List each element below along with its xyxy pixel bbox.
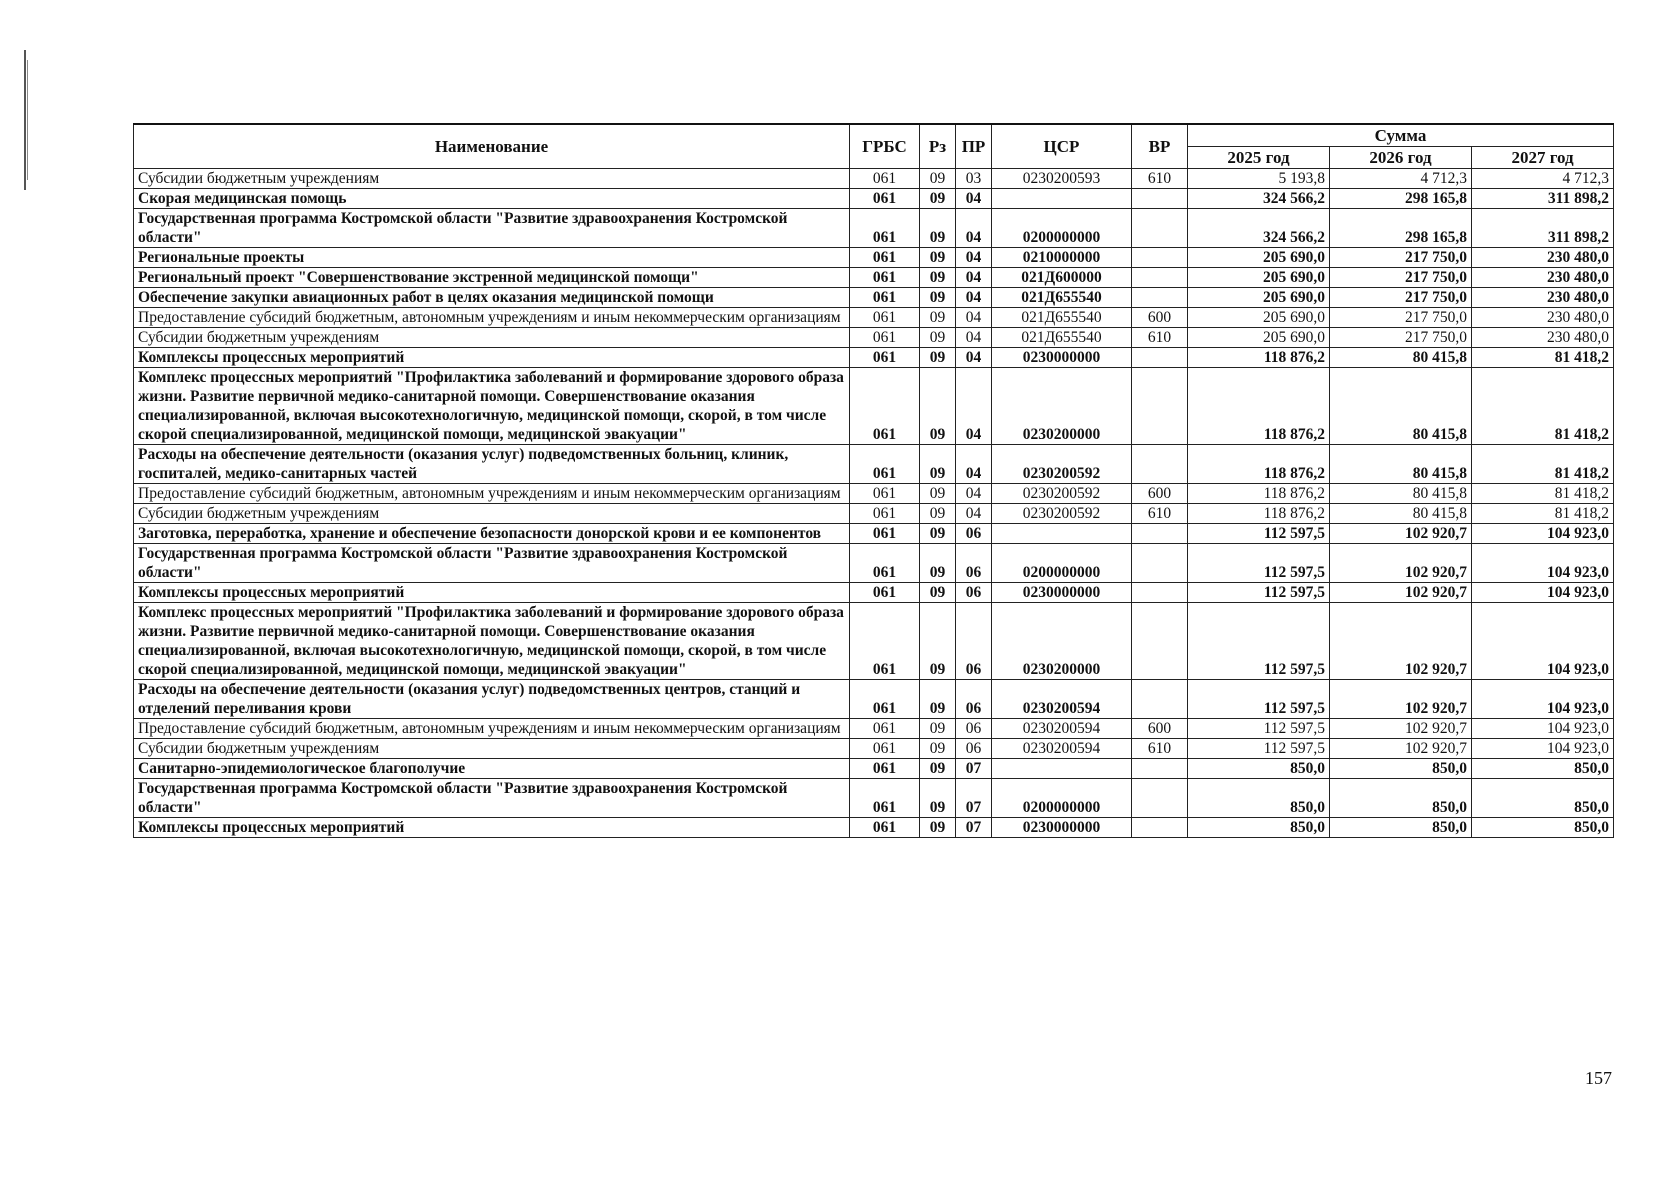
row-sum-2026: 298 165,8: [1330, 209, 1472, 248]
row-grbs: 061: [850, 248, 920, 268]
row-grbs: 061: [850, 739, 920, 759]
row-name: Государственная программа Костромской области "Развитие здравоохранения Костромской области": [134, 544, 850, 583]
row-pr: 04: [956, 308, 992, 328]
row-sum-2026: 102 920,7: [1330, 583, 1472, 603]
row-name: Государственная программа Костромской области "Развитие здравоохранения Костромской области": [134, 779, 850, 818]
row-rz: 09: [920, 680, 956, 719]
row-grbs: 061: [850, 504, 920, 524]
row-pr: 06: [956, 583, 992, 603]
row-rz: 09: [920, 169, 956, 189]
row-grbs: 061: [850, 603, 920, 680]
row-csr: [992, 189, 1132, 209]
row-grbs: 061: [850, 348, 920, 368]
row-vr: [1132, 544, 1188, 583]
table-row: [134, 288, 1614, 308]
row-sum-2027: 4 712,3: [1472, 169, 1614, 189]
table-row: [134, 445, 1614, 484]
row-sum-2025: 118 876,2: [1188, 484, 1330, 504]
row-vr: [1132, 759, 1188, 779]
row-vr: [1132, 818, 1188, 838]
row-name: Комплексы процессных мероприятий: [134, 348, 850, 368]
row-rz: 09: [920, 484, 956, 504]
row-sum-2027: 850,0: [1472, 779, 1614, 818]
row-sum-2026: 217 750,0: [1330, 328, 1472, 348]
row-sum-2025: 118 876,2: [1188, 368, 1330, 445]
row-grbs: 061: [850, 288, 920, 308]
row-name: Субсидии бюджетным учреждениям: [134, 328, 850, 348]
row-rz: 09: [920, 288, 956, 308]
row-sum-2026: 4 712,3: [1330, 169, 1472, 189]
row-pr: 04: [956, 484, 992, 504]
row-pr: 06: [956, 719, 992, 739]
row-grbs: 061: [850, 328, 920, 348]
row-rz: 09: [920, 504, 956, 524]
row-csr: 0230200000: [992, 368, 1132, 445]
row-grbs: 061: [850, 445, 920, 484]
row-vr: 610: [1132, 739, 1188, 759]
row-sum-2025: 112 597,5: [1188, 739, 1330, 759]
row-vr: [1132, 680, 1188, 719]
table-row: [134, 209, 1614, 248]
row-name: Расходы на обеспечение деятельности (оказания услуг) подведомственных больниц, клиник, госпиталей, медико-санитарных частей: [134, 445, 850, 484]
row-rz: 09: [920, 209, 956, 248]
row-pr: 03: [956, 169, 992, 189]
row-csr: 0230000000: [992, 348, 1132, 368]
row-vr: 610: [1132, 169, 1188, 189]
row-grbs: 061: [850, 779, 920, 818]
row-rz: 09: [920, 759, 956, 779]
row-sum-2026: 298 165,8: [1330, 189, 1472, 209]
row-vr: [1132, 348, 1188, 368]
row-sum-2026: 80 415,8: [1330, 368, 1472, 445]
row-pr: 04: [956, 368, 992, 445]
row-rz: 09: [920, 328, 956, 348]
row-sum-2025: 112 597,5: [1188, 524, 1330, 544]
row-sum-2025: 850,0: [1188, 759, 1330, 779]
row-grbs: 061: [850, 544, 920, 583]
table-row: [134, 818, 1614, 838]
row-grbs: 061: [850, 759, 920, 779]
row-name: Расходы на обеспечение деятельности (оказания услуг) подведомственных центров, станций и отделений переливания крови: [134, 680, 850, 719]
row-name: Комплексы процессных мероприятий: [134, 818, 850, 838]
row-pr: 07: [956, 779, 992, 818]
row-rz: 09: [920, 719, 956, 739]
row-csr: 0210000000: [992, 248, 1132, 268]
row-grbs: 061: [850, 680, 920, 719]
header-rz: Рз: [920, 124, 956, 169]
row-rz: 09: [920, 603, 956, 680]
table-row: [134, 248, 1614, 268]
row-sum-2026: 102 920,7: [1330, 680, 1472, 719]
row-pr: 04: [956, 348, 992, 368]
row-csr: 0200000000: [992, 544, 1132, 583]
row-sum-2025: 112 597,5: [1188, 680, 1330, 719]
row-vr: 610: [1132, 504, 1188, 524]
row-rz: 09: [920, 445, 956, 484]
row-pr: 07: [956, 818, 992, 838]
row-sum-2026: 217 750,0: [1330, 288, 1472, 308]
row-vr: [1132, 603, 1188, 680]
row-sum-2026: 102 920,7: [1330, 544, 1472, 583]
table-row: [134, 268, 1614, 288]
row-sum-2027: 230 480,0: [1472, 308, 1614, 328]
row-sum-2027: 230 480,0: [1472, 288, 1614, 308]
row-sum-2026: 80 415,8: [1330, 445, 1472, 484]
row-sum-2025: 112 597,5: [1188, 603, 1330, 680]
row-csr: 0230200592: [992, 484, 1132, 504]
header-csr: ЦСР: [992, 124, 1132, 169]
table-row: [134, 189, 1614, 209]
row-sum-2027: 104 923,0: [1472, 680, 1614, 719]
row-pr: 04: [956, 288, 992, 308]
row-grbs: 061: [850, 209, 920, 248]
row-rz: 09: [920, 248, 956, 268]
row-name: Санитарно-эпидемиологическое благополучие: [134, 759, 850, 779]
row-sum-2026: 102 920,7: [1330, 603, 1472, 680]
row-csr: 0230200594: [992, 719, 1132, 739]
row-sum-2027: 850,0: [1472, 759, 1614, 779]
table-row: [134, 680, 1614, 719]
row-csr: 021Д600000: [992, 268, 1132, 288]
row-sum-2025: 112 597,5: [1188, 583, 1330, 603]
row-sum-2027: 81 418,2: [1472, 504, 1614, 524]
row-rz: 09: [920, 308, 956, 328]
table-row: [134, 719, 1614, 739]
budget-table: [133, 123, 1614, 838]
row-vr: [1132, 189, 1188, 209]
row-sum-2026: 217 750,0: [1330, 308, 1472, 328]
table-row: [134, 739, 1614, 759]
table-row: [134, 524, 1614, 544]
row-sum-2026: 102 920,7: [1330, 524, 1472, 544]
row-vr: [1132, 209, 1188, 248]
row-name: Субсидии бюджетным учреждениям: [134, 169, 850, 189]
row-csr: 0230000000: [992, 583, 1132, 603]
row-sum-2025: 205 690,0: [1188, 288, 1330, 308]
row-sum-2025: 112 597,5: [1188, 544, 1330, 583]
row-sum-2027: 81 418,2: [1472, 368, 1614, 445]
row-name: Предоставление субсидий бюджетным, автономным учреждениям и иным некоммерческим организациям: [134, 484, 850, 504]
row-name: Предоставление субсидий бюджетным, автономным учреждениям и иным некоммерческим организациям: [134, 308, 850, 328]
row-sum-2027: 230 480,0: [1472, 328, 1614, 348]
row-csr: 0230200594: [992, 680, 1132, 719]
table-body: [134, 169, 1614, 838]
row-csr: [992, 759, 1132, 779]
row-sum-2025: 205 690,0: [1188, 248, 1330, 268]
row-vr: 600: [1132, 484, 1188, 504]
row-rz: 09: [920, 544, 956, 583]
row-name: Региональные проекты: [134, 248, 850, 268]
row-vr: [1132, 268, 1188, 288]
row-name: Заготовка, переработка, хранение и обеспечение безопасности донорской крови и ее компонентов: [134, 524, 850, 544]
row-sum-2026: 850,0: [1330, 818, 1472, 838]
row-sum-2027: 104 923,0: [1472, 719, 1614, 739]
row-sum-2025: 850,0: [1188, 779, 1330, 818]
row-sum-2027: 104 923,0: [1472, 603, 1614, 680]
row-csr: 021Д655540: [992, 328, 1132, 348]
header-pr: ПР: [956, 124, 992, 169]
margin-mark: [27, 60, 28, 180]
row-sum-2027: 104 923,0: [1472, 524, 1614, 544]
row-csr: [992, 524, 1132, 544]
row-name: Субсидии бюджетным учреждениям: [134, 504, 850, 524]
row-rz: 09: [920, 348, 956, 368]
table-row: [134, 544, 1614, 583]
row-vr: [1132, 445, 1188, 484]
header-year-2026: 2026 год: [1330, 147, 1472, 169]
row-grbs: 061: [850, 308, 920, 328]
row-rz: 09: [920, 368, 956, 445]
row-csr: 0230200592: [992, 445, 1132, 484]
table-row: [134, 328, 1614, 348]
table-row: [134, 484, 1614, 504]
row-pr: 04: [956, 209, 992, 248]
row-pr: 04: [956, 328, 992, 348]
row-sum-2026: 102 920,7: [1330, 739, 1472, 759]
row-sum-2025: 112 597,5: [1188, 719, 1330, 739]
row-csr: 0230200592: [992, 504, 1132, 524]
table-row: [134, 759, 1614, 779]
row-csr: 021Д655540: [992, 308, 1132, 328]
row-sum-2027: 850,0: [1472, 818, 1614, 838]
row-sum-2026: 217 750,0: [1330, 248, 1472, 268]
row-sum-2025: 205 690,0: [1188, 308, 1330, 328]
row-pr: 07: [956, 759, 992, 779]
row-sum-2026: 102 920,7: [1330, 719, 1472, 739]
row-vr: [1132, 524, 1188, 544]
row-sum-2026: 80 415,8: [1330, 348, 1472, 368]
row-grbs: 061: [850, 268, 920, 288]
table-row: [134, 308, 1614, 328]
row-name: Комплекс процессных мероприятий "Профилактика заболеваний и формирование здорового образа жизни. Развитие первичной медико-санитарной помощи. Совершенствование оказания специализированной, включая высокотехнологичную, медицинской помощи, скорой, в том числе скорой специализированной, медицинской помощи, медицинской эвакуации": [134, 368, 850, 445]
row-rz: 09: [920, 583, 956, 603]
row-pr: 04: [956, 445, 992, 484]
table-row: [134, 504, 1614, 524]
row-sum-2025: 324 566,2: [1188, 189, 1330, 209]
row-pr: 06: [956, 524, 992, 544]
row-grbs: 061: [850, 189, 920, 209]
row-vr: [1132, 779, 1188, 818]
row-pr: 04: [956, 268, 992, 288]
row-sum-2027: 311 898,2: [1472, 189, 1614, 209]
row-sum-2025: 324 566,2: [1188, 209, 1330, 248]
row-grbs: 061: [850, 719, 920, 739]
row-vr: 600: [1132, 308, 1188, 328]
row-pr: 04: [956, 248, 992, 268]
row-sum-2027: 81 418,2: [1472, 484, 1614, 504]
row-rz: 09: [920, 818, 956, 838]
row-sum-2027: 81 418,2: [1472, 445, 1614, 484]
row-pr: 06: [956, 680, 992, 719]
row-rz: 09: [920, 779, 956, 818]
header-year-2027: 2027 год: [1472, 147, 1614, 169]
row-name: Субсидии бюджетным учреждениям: [134, 739, 850, 759]
row-sum-2026: 850,0: [1330, 759, 1472, 779]
row-grbs: 061: [850, 484, 920, 504]
row-sum-2027: 104 923,0: [1472, 583, 1614, 603]
row-sum-2025: 118 876,2: [1188, 504, 1330, 524]
row-sum-2027: 230 480,0: [1472, 248, 1614, 268]
row-pr: 04: [956, 504, 992, 524]
row-sum-2025: 205 690,0: [1188, 268, 1330, 288]
row-vr: [1132, 583, 1188, 603]
row-vr: [1132, 288, 1188, 308]
row-csr: 0230200594: [992, 739, 1132, 759]
row-sum-2027: 230 480,0: [1472, 268, 1614, 288]
row-sum-2025: 850,0: [1188, 818, 1330, 838]
row-vr: [1132, 368, 1188, 445]
row-grbs: 061: [850, 583, 920, 603]
table-row: [134, 348, 1614, 368]
row-csr: 0230200593: [992, 169, 1132, 189]
row-pr: 06: [956, 544, 992, 583]
row-sum-2027: 104 923,0: [1472, 544, 1614, 583]
row-name: Комплекс процессных мероприятий "Профилактика заболеваний и формирование здорового образа жизни. Развитие первичной медико-санитарной помощи. Совершенствование оказания специализированной, включая высокотехнологичную, медицинской помощи, скорой, в том числе скорой специализированной, медицинской помощи, медицинской эвакуации": [134, 603, 850, 680]
row-sum-2027: 104 923,0: [1472, 739, 1614, 759]
header-vr: ВР: [1132, 124, 1188, 169]
row-pr: 04: [956, 189, 992, 209]
row-csr: 0200000000: [992, 779, 1132, 818]
row-sum-2025: 118 876,2: [1188, 348, 1330, 368]
row-rz: 09: [920, 189, 956, 209]
row-grbs: 061: [850, 368, 920, 445]
margin-mark: [24, 50, 26, 190]
row-sum-2027: 311 898,2: [1472, 209, 1614, 248]
row-grbs: 061: [850, 169, 920, 189]
row-sum-2025: 205 690,0: [1188, 328, 1330, 348]
header-name: Наименование: [134, 124, 850, 169]
table-row: [134, 779, 1614, 818]
table-row: [134, 603, 1614, 680]
row-csr: 0230200000: [992, 603, 1132, 680]
table-row: [134, 583, 1614, 603]
row-rz: 09: [920, 524, 956, 544]
row-sum-2025: 5 193,8: [1188, 169, 1330, 189]
table-row: [134, 368, 1614, 445]
header-sum: Сумма: [1188, 124, 1614, 147]
row-csr: 021Д655540: [992, 288, 1132, 308]
row-sum-2026: 80 415,8: [1330, 484, 1472, 504]
row-name: Предоставление субсидий бюджетным, автономным учреждениям и иным некоммерческим организациям: [134, 719, 850, 739]
row-csr: 0230000000: [992, 818, 1132, 838]
row-vr: 610: [1132, 328, 1188, 348]
row-sum-2026: 217 750,0: [1330, 268, 1472, 288]
row-grbs: 061: [850, 524, 920, 544]
row-rz: 09: [920, 739, 956, 759]
row-vr: [1132, 248, 1188, 268]
row-name: Обеспечение закупки авиационных работ в целях оказания медицинской помощи: [134, 288, 850, 308]
row-name: Региональный проект "Совершенствование экстренной медицинской помощи": [134, 268, 850, 288]
row-csr: 0200000000: [992, 209, 1132, 248]
row-pr: 06: [956, 603, 992, 680]
row-sum-2026: 80 415,8: [1330, 504, 1472, 524]
header-year-2025: 2025 год: [1188, 147, 1330, 169]
row-vr: 600: [1132, 719, 1188, 739]
table-row: [134, 169, 1614, 189]
row-name: Скорая медицинская помощь: [134, 189, 850, 209]
row-sum-2025: 118 876,2: [1188, 445, 1330, 484]
row-rz: 09: [920, 268, 956, 288]
row-name: Комплексы процессных мероприятий: [134, 583, 850, 603]
row-pr: 06: [956, 739, 992, 759]
page-number: 157: [1585, 1068, 1612, 1088]
row-sum-2026: 850,0: [1330, 779, 1472, 818]
header-grbs: ГРБС: [850, 124, 920, 169]
row-sum-2027: 81 418,2: [1472, 348, 1614, 368]
row-name: Государственная программа Костромской области "Развитие здравоохранения Костромской области": [134, 209, 850, 248]
row-grbs: 061: [850, 818, 920, 838]
